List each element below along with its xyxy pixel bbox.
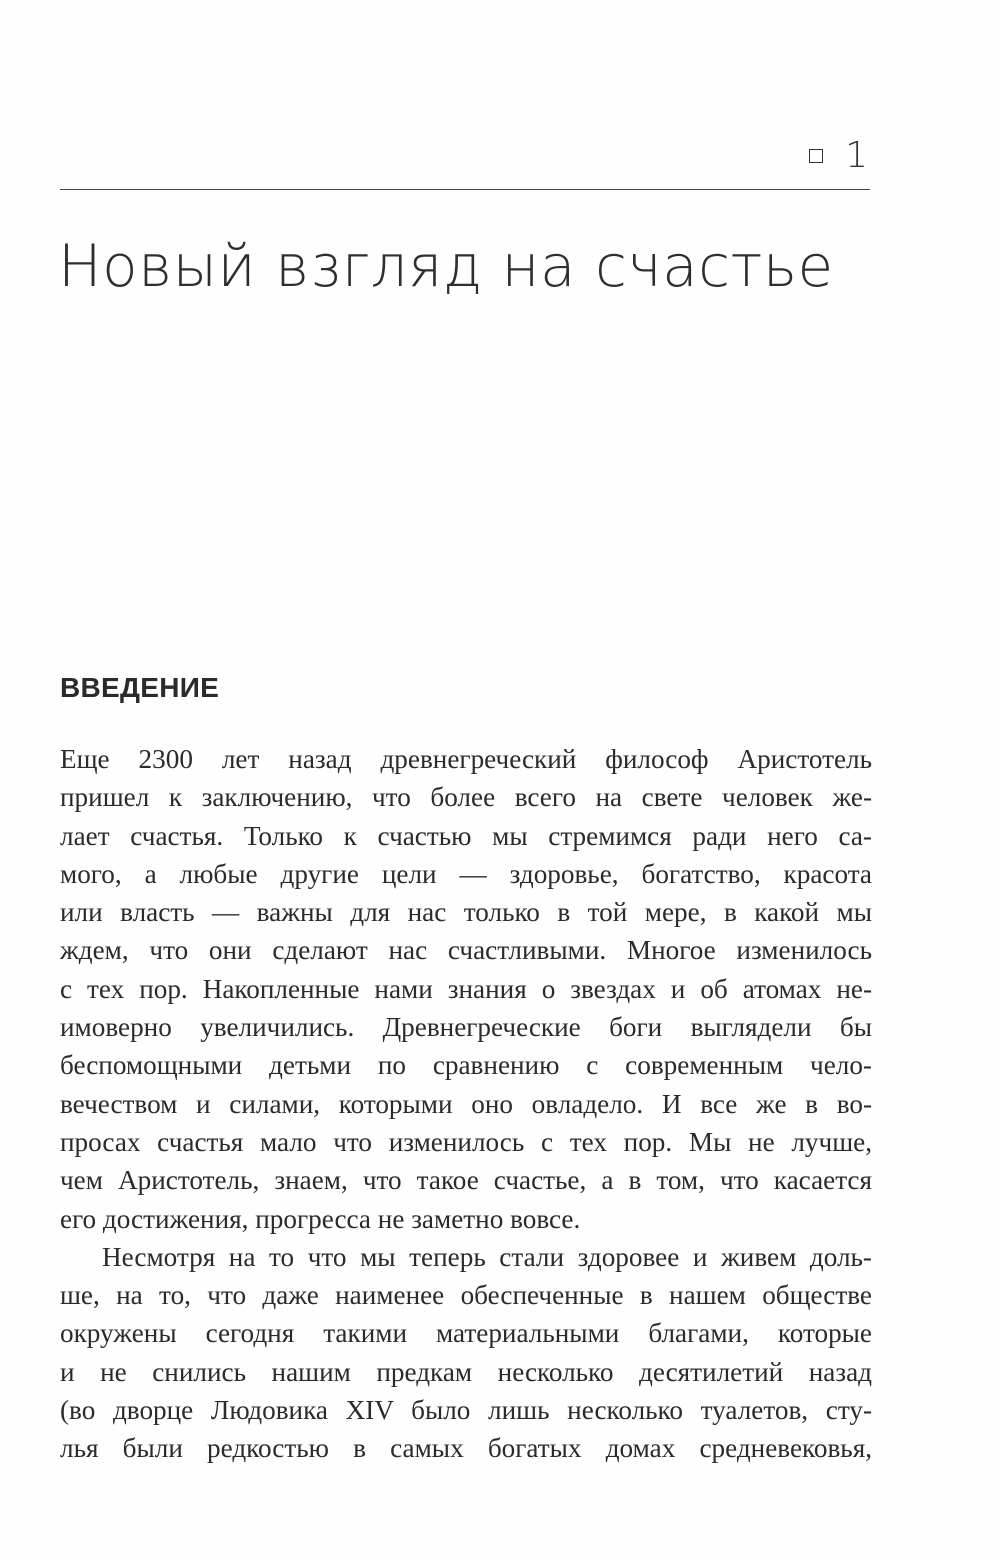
square-bullet-icon — [809, 149, 823, 163]
body-text — [60, 740, 872, 1468]
paragraph-2 — [60, 1238, 872, 1468]
chapter-marker — [809, 135, 868, 176]
text-line: и не снились нашим предкам несколько десятилетий назад — [60, 1356, 872, 1387]
section-heading: ВВЕДЕНИЕ — [60, 672, 220, 703]
text-line: или власть — важны для нас только в той мере, в какой мы — [60, 897, 872, 928]
paragraph-1 — [60, 740, 872, 1238]
text-line: имоверно увеличились. Древнегреческие боги выглядели бы — [60, 1012, 872, 1043]
text-line: Еще 2300 лет назад древнегреческий философ Аристотель — [60, 744, 872, 774]
text-line: с тех пор. Накопленные нами знания о звездах и об атомах не- — [60, 973, 872, 1004]
text-line: лает счастья. Только к счастью мы стремимся ради него са- — [60, 820, 872, 851]
text-line: ждем, что они сделают нас счастливыми. Многое изменилось — [60, 935, 872, 966]
text-line: просах счастья мало что изменилось с тех пор. Мы не лучше, — [60, 1126, 872, 1157]
text-line: вечеством и силами, которыми оно овладело. И все же в во- — [60, 1088, 872, 1119]
text-line: беспомощными детьми по сравнению с современным чело- — [60, 1050, 872, 1081]
text-line: чем Аристотель, знаем, что такое счастье, а в том, что касается — [60, 1165, 872, 1196]
header-rule — [60, 189, 870, 190]
text-line: его достижения, прогресса не заметно вовсе. — [60, 1203, 581, 1234]
chapter-number: 1 — [845, 135, 868, 176]
text-line: Несмотря на то что мы теперь стали здоровее и живем доль- — [102, 1241, 872, 1272]
text-line: пришел к заключению, что более всего на свете человек же- — [60, 782, 872, 813]
text-line: окружены сегодня такими материальными благами, которые — [60, 1318, 872, 1349]
chapter-title: Новый взгляд на счастье — [58, 232, 834, 300]
text-line: ше, на то, что даже наименее обеспеченные в нашем обществе — [60, 1280, 872, 1311]
text-line: мого, а любые другие цели — здоровье, богатство, красота — [60, 858, 872, 889]
text-line: лья были редкостью в самых богатых домах средневековья, — [60, 1433, 872, 1464]
text-line: (во дворце Людовика XIV было лишь несколько туалетов, сту- — [60, 1395, 872, 1426]
